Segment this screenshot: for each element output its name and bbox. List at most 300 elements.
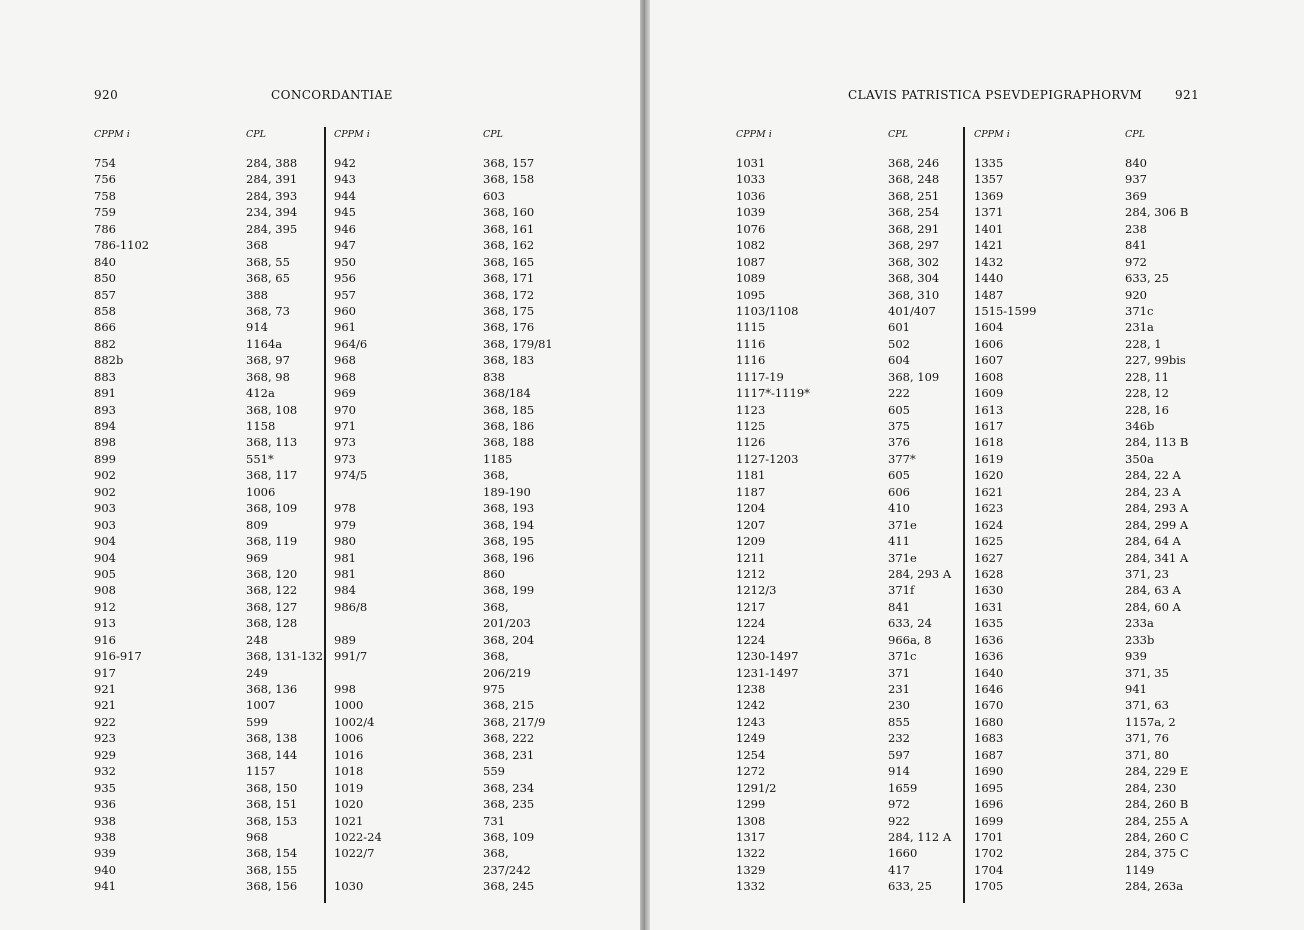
index-entry: 1357 <box>974 172 1004 187</box>
index-entry <box>334 862 382 878</box>
index-entry: 284, 306 B <box>1125 205 1189 220</box>
index-entry: 230 <box>888 698 910 713</box>
index-entry: 371f <box>888 583 915 598</box>
index-entry: 368, 155 <box>246 862 298 877</box>
index-entry: 922 <box>888 813 910 828</box>
index-entry: 1033 <box>736 172 766 187</box>
index-entry: 1621 <box>974 484 1004 499</box>
index-entry: 1670 <box>974 698 1004 713</box>
index-entry: 950 <box>334 254 356 269</box>
right-col1-header: CPPM i <box>736 129 772 140</box>
index-entry: 914 <box>888 764 910 779</box>
index-entry: 1646 <box>974 682 1004 696</box>
index-entry: 388 <box>246 287 268 302</box>
index-entry: 368, 120 <box>246 566 298 581</box>
index-entry: 759 <box>94 205 116 220</box>
index-entry: 371, 76 <box>1125 731 1169 746</box>
index-entry: 912 <box>94 599 116 614</box>
left-col4-list <box>483 155 553 895</box>
index-entry: 972 <box>888 797 910 812</box>
index-entry: 284, 23 A <box>1125 484 1181 499</box>
index-entry: 248 <box>246 632 268 647</box>
index-entry: 935 <box>94 780 116 795</box>
index-entry: 1158 <box>246 419 276 433</box>
index-entry: 841 <box>1125 238 1147 253</box>
index-entry: 1116 <box>736 353 766 368</box>
index-entry: 368, 235 <box>483 797 535 812</box>
index-entry: 894 <box>94 419 116 433</box>
index-entry: 605 <box>888 468 910 483</box>
index-entry: 882 <box>94 336 116 351</box>
index-entry: 1126 <box>736 435 766 450</box>
index-entry: 1421 <box>974 238 1004 253</box>
index-entry: 984 <box>334 583 356 598</box>
left-col2-list <box>246 155 323 895</box>
index-entry: 368, 251 <box>888 188 940 203</box>
index-entry: 368, 215 <box>483 698 535 713</box>
left-page-number: 920 <box>94 88 119 102</box>
index-entry: 371c <box>888 649 917 664</box>
index-entry: 633, 24 <box>888 616 932 631</box>
index-entry: 899 <box>94 451 116 466</box>
index-entry: 284, 255 A <box>1125 813 1189 828</box>
index-entry: 284, 293 A <box>1125 501 1189 516</box>
index-entry: 968 <box>246 829 268 844</box>
index-entry: 368, 158 <box>483 172 535 187</box>
index-entry: 201/203 <box>483 616 531 631</box>
index-entry: 1630 <box>974 583 1004 598</box>
index-entry: 902 <box>94 484 116 499</box>
left-col3-header: CPPM i <box>334 129 370 140</box>
index-entry: 368, 175 <box>483 303 535 318</box>
index-entry: 860 <box>483 566 505 581</box>
index-entry: 978 <box>334 501 356 516</box>
index-entry: 1157 <box>246 764 276 779</box>
left-col3-list <box>334 155 382 895</box>
index-entry: 850 <box>94 271 116 286</box>
index-entry: 1624 <box>974 517 1004 532</box>
index-entry: 368, 231 <box>483 747 535 762</box>
index-entry: 368, 186 <box>483 419 535 433</box>
index-entry: 922 <box>94 714 116 729</box>
index-entry: 368, 196 <box>483 550 535 565</box>
index-entry: 284, 22 A <box>1125 468 1181 483</box>
index-entry: 368, 108 <box>246 402 298 417</box>
index-entry: 1687 <box>974 747 1004 762</box>
index-entry: 1608 <box>974 369 1004 384</box>
index-entry: 368, 179/81 <box>483 336 553 351</box>
index-entry: 1696 <box>974 797 1004 812</box>
index-entry: 857 <box>94 287 116 302</box>
right-col2-header: CPL <box>888 129 908 140</box>
index-entry: 1635 <box>974 616 1004 631</box>
index-entry: 228, 11 <box>1125 369 1169 384</box>
index-entry: 284, 63 A <box>1125 583 1181 598</box>
index-entry: 1022/7 <box>334 846 375 861</box>
index-entry: 758 <box>94 188 116 203</box>
index-entry: 964/6 <box>334 336 368 351</box>
index-entry: 947 <box>334 238 356 253</box>
right-col2-list <box>888 155 951 895</box>
index-entry: 858 <box>94 303 116 318</box>
right-page <box>650 0 1304 930</box>
left-col4-header: CPL <box>483 129 503 140</box>
index-entry: 1095 <box>736 287 766 302</box>
index-entry: 932 <box>94 764 116 779</box>
index-entry: 1272 <box>736 764 766 779</box>
index-entry: 368/184 <box>483 386 531 401</box>
index-entry: 284, 260 B <box>1125 797 1189 812</box>
index-entry: 1181 <box>736 468 766 483</box>
index-entry: 893 <box>94 402 116 417</box>
index-entry: 228, 12 <box>1125 386 1169 401</box>
index-entry: 941 <box>94 879 116 894</box>
index-entry: 1659 <box>888 780 918 795</box>
index-entry: 975 <box>483 682 505 696</box>
index-entry: 1224 <box>736 616 766 631</box>
index-entry: 786 <box>94 221 116 236</box>
index-entry: 1609 <box>974 386 1004 401</box>
index-entry: 1308 <box>736 813 766 828</box>
index-entry: 368, 171 <box>483 271 535 286</box>
index-entry: 222 <box>888 386 910 401</box>
left-running-title: CONCORDANTIAE <box>271 88 393 102</box>
index-entry: 969 <box>246 550 268 565</box>
index-entry: 368, 113 <box>246 435 298 450</box>
index-entry: 368, 154 <box>246 846 298 861</box>
index-entry: 368, 234 <box>483 780 535 795</box>
index-entry: 368, 217/9 <box>483 714 546 729</box>
index-entry: 284, 395 <box>246 221 298 236</box>
right-col3-header: CPPM i <box>974 129 1010 140</box>
index-entry: 991/7 <box>334 649 368 664</box>
index-entry: 914 <box>246 320 268 335</box>
index-entry: 233b <box>1125 632 1155 647</box>
index-entry: 920 <box>1125 287 1147 302</box>
index-entry: 980 <box>334 534 356 549</box>
index-entry: 284, 393 <box>246 188 298 203</box>
index-entry: 1006 <box>246 484 276 499</box>
index-entry: 902 <box>94 468 116 483</box>
index-entry: 604 <box>888 353 910 368</box>
index-entry: 1636 <box>974 632 1004 647</box>
index-entry <box>334 615 382 631</box>
right-column-divider <box>963 127 965 903</box>
index-entry: 986/8 <box>334 599 368 614</box>
index-entry: 1317 <box>736 829 766 844</box>
index-entry: 284, 113 B <box>1125 435 1189 450</box>
index-entry <box>334 665 382 681</box>
index-entry: 957 <box>334 287 356 302</box>
index-entry: 368, 73 <box>246 303 290 318</box>
index-entry: 237/242 <box>483 862 531 877</box>
index-entry: 232 <box>888 731 910 746</box>
index-entry: 1018 <box>334 764 364 779</box>
index-entry: 1019 <box>334 780 364 795</box>
index-entry: 786-1102 <box>94 238 150 253</box>
index-entry: 371 <box>888 665 910 680</box>
index-entry: 368, 131-132 <box>246 649 324 664</box>
index-entry: 1515-1599 <box>974 303 1037 318</box>
index-entry: 368, 222 <box>483 731 535 746</box>
index-entry: 981 <box>334 566 356 581</box>
index-entry: 284, 60 A <box>1125 599 1181 614</box>
index-entry: 1620 <box>974 468 1004 483</box>
index-entry: 1211 <box>736 550 766 565</box>
index-entry: 368, 153 <box>246 813 298 828</box>
index-entry: 371, 35 <box>1125 665 1169 680</box>
index-entry: 1335 <box>974 156 1004 170</box>
index-entry: 1329 <box>736 862 766 877</box>
index-entry: 368, 185 <box>483 402 535 417</box>
index-entry: 956 <box>334 271 356 286</box>
left-col2-header: CPL <box>246 129 266 140</box>
index-entry: 1125 <box>736 419 766 433</box>
index-entry: 840 <box>1125 156 1147 170</box>
index-entry: 371e <box>888 517 917 532</box>
index-entry: 368, 65 <box>246 271 290 286</box>
index-entry: 941 <box>1125 682 1147 696</box>
index-entry: 603 <box>483 188 505 203</box>
index-entry: 968 <box>334 369 356 384</box>
index-entry: 597 <box>888 747 910 762</box>
index-entry <box>334 484 382 500</box>
index-entry: 1619 <box>974 451 1004 466</box>
index-entry: 601 <box>888 320 910 335</box>
index-entry: 368, <box>483 649 509 664</box>
index-entry: 945 <box>334 205 356 220</box>
right-running-title: CLAVIS PATRISTICA PSEVDEPIGRAPHORVM <box>848 88 1143 102</box>
index-entry: 1371 <box>974 205 1004 220</box>
index-entry: 401/407 <box>888 303 936 318</box>
index-entry: 368, 150 <box>246 780 298 795</box>
index-entry: 368, 162 <box>483 238 535 253</box>
index-entry: 417 <box>888 862 910 877</box>
index-entry: 369 <box>1125 188 1147 203</box>
index-entry: 1640 <box>974 665 1004 680</box>
index-entry: 1164a <box>246 336 283 351</box>
index-entry: 838 <box>483 369 505 384</box>
index-entry: 903 <box>94 517 116 532</box>
index-entry: 1701 <box>974 829 1004 844</box>
index-entry: 371, 80 <box>1125 747 1169 762</box>
index-entry: 368, 109 <box>246 501 298 516</box>
index-entry: 1031 <box>736 156 766 170</box>
index-entry: 368, 297 <box>888 238 940 253</box>
index-entry: 1082 <box>736 238 766 253</box>
right-page-number: 921 <box>1175 88 1200 102</box>
index-entry: 1332 <box>736 879 766 894</box>
index-entry: 1628 <box>974 566 1004 581</box>
index-entry: 1322 <box>736 846 766 861</box>
index-entry: 1617 <box>974 419 1004 433</box>
index-entry: 1006 <box>334 731 364 746</box>
index-entry: 731 <box>483 813 505 828</box>
index-entry: 937 <box>1125 172 1147 187</box>
index-entry: 1636 <box>974 649 1004 664</box>
index-entry: 368, 55 <box>246 254 290 269</box>
index-entry: 940 <box>94 862 116 877</box>
index-entry: 1217 <box>736 599 766 614</box>
index-entry: 368, 245 <box>483 879 535 894</box>
index-entry: 981 <box>334 550 356 565</box>
index-entry: 1625 <box>974 534 1004 549</box>
index-entry: 1631 <box>974 599 1004 614</box>
index-entry: 368, 188 <box>483 435 535 450</box>
index-entry: 284, 299 A <box>1125 517 1189 532</box>
index-entry: 998 <box>334 682 356 696</box>
index-entry: 913 <box>94 616 116 631</box>
index-entry: 502 <box>888 336 910 351</box>
index-entry: 942 <box>334 156 356 170</box>
index-entry: 368, 304 <box>888 271 940 286</box>
index-entry: 970 <box>334 402 356 417</box>
index-entry: 368, <box>483 599 509 614</box>
right-col1-list <box>736 155 810 895</box>
index-entry: 1249 <box>736 731 766 746</box>
index-entry: 1209 <box>736 534 766 549</box>
index-entry: 599 <box>246 714 268 729</box>
index-entry: 966a, 8 <box>888 632 932 647</box>
index-entry: 206/219 <box>483 665 531 680</box>
index-entry: 989 <box>334 632 356 647</box>
index-entry: 284, 263a <box>1125 879 1184 894</box>
index-entry: 189-190 <box>483 484 531 499</box>
index-entry: 1291/2 <box>736 780 777 795</box>
index-entry: 284, 341 A <box>1125 550 1189 565</box>
index-entry: 368, 117 <box>246 468 298 483</box>
index-entry: 903 <box>94 501 116 516</box>
index-entry: 1007 <box>246 698 276 713</box>
index-entry: 376 <box>888 435 910 450</box>
index-entry: 368, 157 <box>483 156 535 170</box>
index-entry: 1224 <box>736 632 766 647</box>
index-entry: 1149 <box>1125 862 1155 877</box>
index-entry: 228, 16 <box>1125 402 1169 417</box>
index-entry: 1702 <box>974 846 1004 861</box>
index-entry: 368, 128 <box>246 616 298 631</box>
left-column-divider <box>324 127 326 903</box>
index-entry: 368, 204 <box>483 632 535 647</box>
index-entry: 938 <box>94 813 116 828</box>
index-entry: 249 <box>246 665 268 680</box>
index-entry: 410 <box>888 501 910 516</box>
index-entry: 891 <box>94 386 116 401</box>
index-entry: 756 <box>94 172 116 187</box>
index-entry: 233a <box>1125 616 1154 631</box>
index-entry: 411 <box>888 534 910 549</box>
index-entry: 368, 151 <box>246 797 298 812</box>
index-entry: 284, 375 C <box>1125 846 1189 861</box>
index-entry: 908 <box>94 583 116 598</box>
right-col4-list <box>1125 155 1189 895</box>
index-entry: 228, 1 <box>1125 336 1162 351</box>
index-entry: 1487 <box>974 287 1004 302</box>
index-entry: 606 <box>888 484 910 499</box>
index-entry: 368, 109 <box>888 369 940 384</box>
index-entry: 368, 97 <box>246 353 290 368</box>
index-entry: 1016 <box>334 747 364 762</box>
index-entry: 938 <box>94 829 116 844</box>
index-entry: 1030 <box>334 879 364 894</box>
index-entry: 559 <box>483 764 505 779</box>
index-entry: 1607 <box>974 353 1004 368</box>
index-entry: 284, 260 C <box>1125 829 1189 844</box>
index-entry: 1440 <box>974 271 1004 286</box>
index-entry: 916-917 <box>94 649 142 664</box>
index-entry: 284, 391 <box>246 172 298 187</box>
index-entry: 368, 302 <box>888 254 940 269</box>
index-entry: 368, 199 <box>483 583 535 598</box>
index-entry: 633, 25 <box>888 879 932 894</box>
index-entry: 368, <box>483 846 509 861</box>
index-entry: 866 <box>94 320 116 335</box>
index-entry: 1207 <box>736 517 766 532</box>
index-entry: 231 <box>888 682 910 696</box>
index-entry: 929 <box>94 747 116 762</box>
left-page <box>0 0 640 930</box>
index-entry: 284, 229 E <box>1125 764 1189 779</box>
index-entry: 284, 112 A <box>888 829 952 844</box>
index-entry: 841 <box>888 599 910 614</box>
index-entry: 917 <box>94 665 116 680</box>
index-entry: 368, 98 <box>246 369 290 384</box>
index-entry: 368, 194 <box>483 517 535 532</box>
left-col1-header: CPPM i <box>94 129 130 140</box>
index-entry: 368, 172 <box>483 287 535 302</box>
index-entry: 1680 <box>974 714 1004 729</box>
index-entry: 1039 <box>736 205 766 220</box>
index-entry: 368, 160 <box>483 205 535 220</box>
index-entry: 350a <box>1125 451 1154 466</box>
index-entry: 1623 <box>974 501 1004 516</box>
index-entry: 882b <box>94 353 124 368</box>
index-entry: 368, 138 <box>246 731 298 746</box>
index-entry: 840 <box>94 254 116 269</box>
index-entry: 1695 <box>974 780 1004 795</box>
index-entry: 368, 144 <box>246 747 298 762</box>
index-entry: 368, <box>483 468 509 483</box>
index-entry: 979 <box>334 517 356 532</box>
index-entry: 1087 <box>736 254 766 269</box>
index-entry: 284, 64 A <box>1125 534 1181 549</box>
index-entry: 371e <box>888 550 917 565</box>
index-entry: 368, 176 <box>483 320 535 335</box>
index-entry: 368, 127 <box>246 599 298 614</box>
index-entry: 898 <box>94 435 116 450</box>
index-entry: 1103/1108 <box>736 303 799 318</box>
index-entry: 904 <box>94 550 116 565</box>
index-entry: 961 <box>334 320 356 335</box>
index-entry: 412a <box>246 386 275 401</box>
index-entry: 1185 <box>483 451 513 466</box>
index-entry: 284, 230 <box>1125 780 1177 795</box>
index-entry: 960 <box>334 303 356 318</box>
index-entry: 368, 119 <box>246 534 298 549</box>
index-entry: 1002/4 <box>334 714 375 729</box>
index-entry: 921 <box>94 698 116 713</box>
index-entry: 377* <box>888 451 916 466</box>
index-entry: 1690 <box>974 764 1004 779</box>
index-entry: 1432 <box>974 254 1004 269</box>
index-entry: 605 <box>888 402 910 417</box>
index-entry: 231a <box>1125 320 1154 335</box>
index-entry: 1231-1497 <box>736 665 799 680</box>
index-entry: 939 <box>94 846 116 861</box>
index-entry: 238 <box>1125 221 1147 236</box>
index-entry: 368, 310 <box>888 287 940 302</box>
index-entry: 1022-24 <box>334 829 382 844</box>
